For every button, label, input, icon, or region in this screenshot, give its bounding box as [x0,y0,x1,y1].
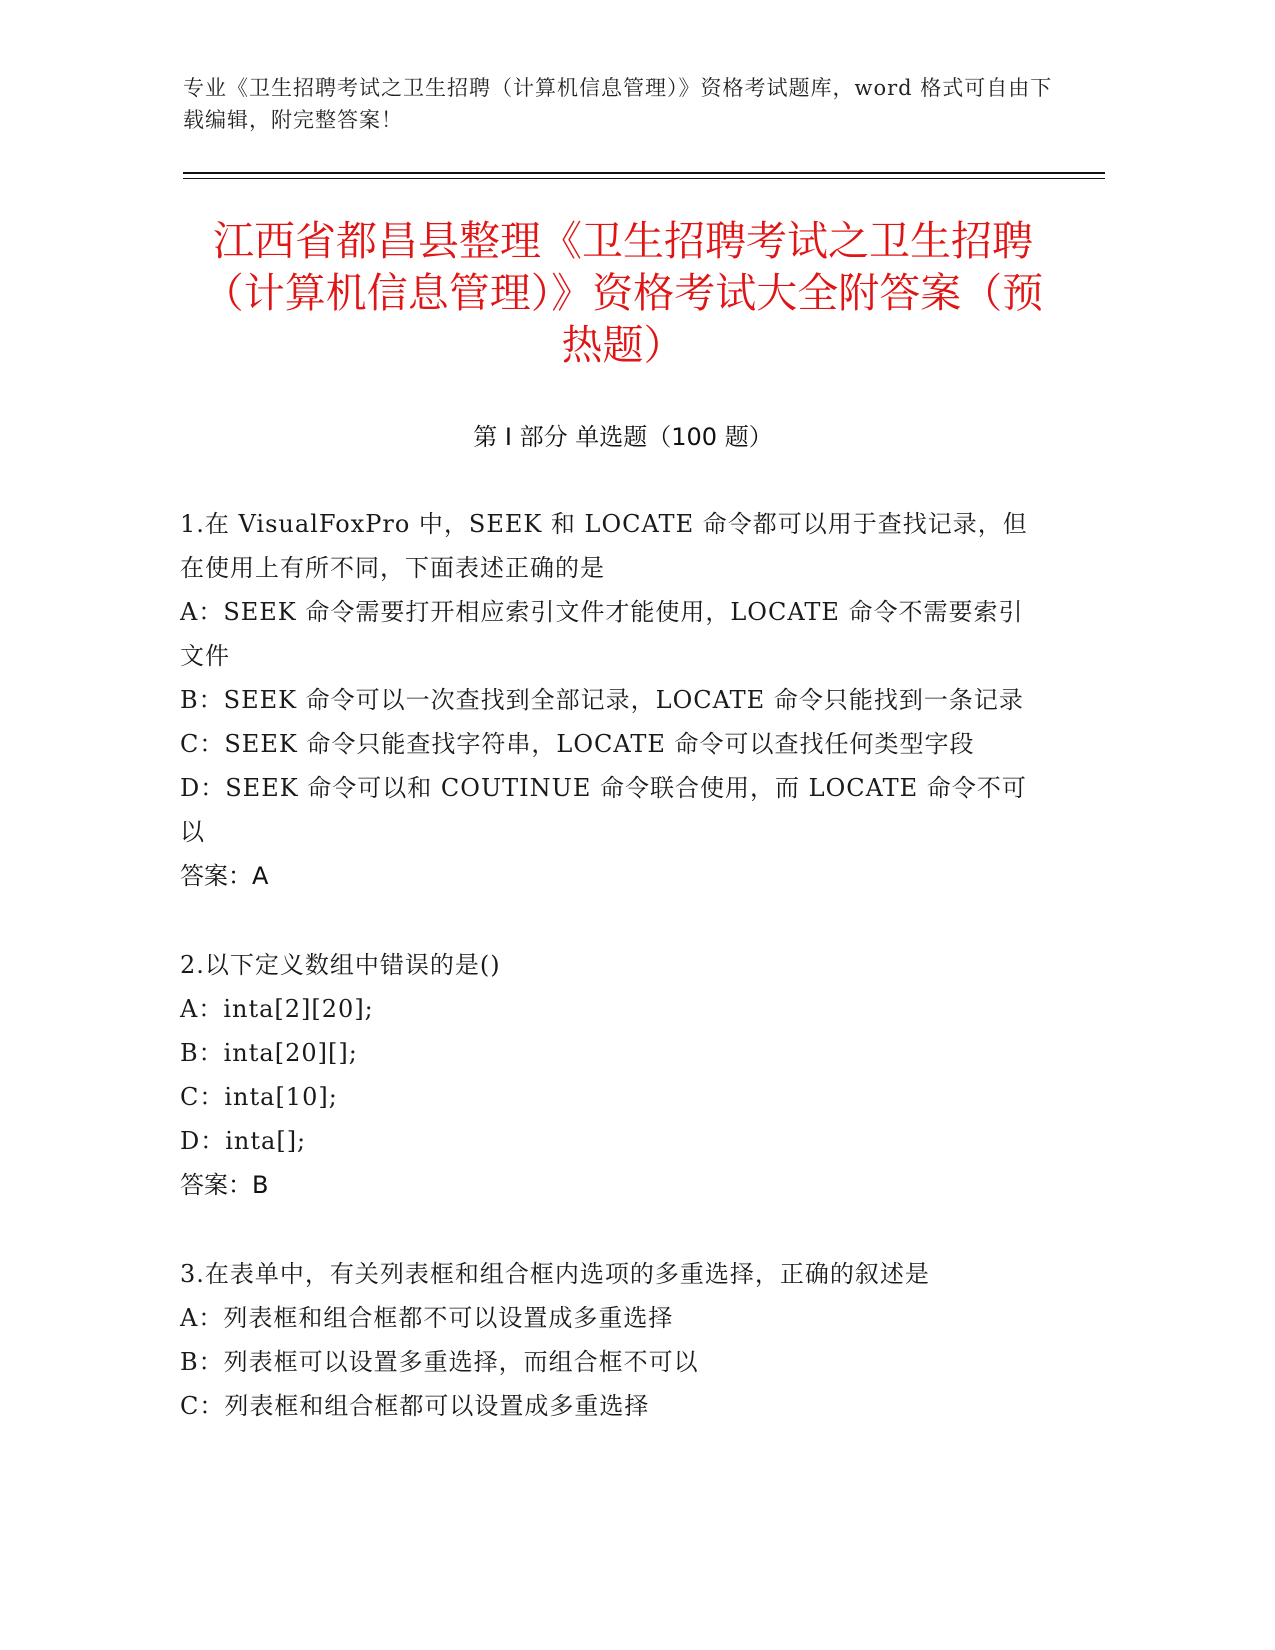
document-title: 江西省都昌县整理《卫生招聘考试之卫生招聘（计算机信息管理）》资格考试大全附答案（预热题） [202,217,1044,369]
question-stem: 2.以下定义数组中错误的是() [180,951,501,979]
option-c: C：列表框和组合框都可以设置成多重选择 [180,1392,650,1420]
header-rule-thin [183,178,1105,179]
option-c: C：inta[10]; [180,1083,338,1111]
option-d: D：SEEK 命令可以和 COUTINUE 命令联合使用，而 LOCATE 命令不可以 [180,774,1027,846]
option-d: D：inta[]; [180,1127,307,1155]
option-b: B：列表框可以设置多重选择，而组合框不可以 [180,1348,699,1376]
option-a: A：列表框和组合框都不可以设置成多重选择 [180,1304,674,1332]
header-rule-thick [183,172,1105,174]
option-c: C：SEEK 命令只能查找字符串，LOCATE 命令可以查找任何类型字段 [180,730,975,758]
question-item [180,943,1030,1207]
question-list [180,502,1030,1473]
question-item [180,502,1030,898]
header-note: 专业《卫生招聘考试之卫生招聘（计算机信息管理）》资格考试题库，word 格式可自由下载编辑，附完整答案！ [183,76,1053,132]
question-stem: 1.在 VisualFoxPro 中，SEEK 和 LOCATE 命令都可以用于查找记录，但在使用上有所不同，下面表述正确的是 [180,510,1028,582]
option-a: A：SEEK 命令需要打开相应索引文件才能使用，LOCATE 命令不需要索引文件 [180,598,1024,670]
option-a: A：inta[2][20]; [180,995,374,1023]
option-b: B：inta[20][]; [180,1039,358,1067]
answer-line: 答案：A [180,862,269,890]
question-item [180,1252,1030,1428]
question-stem: 3.在表单中，有关列表框和组合框内选项的多重选择，正确的叙述是 [180,1260,930,1288]
answer-line: 答案：B [180,1171,269,1199]
option-b: B：SEEK 命令可以一次查找到全部记录，LOCATE 命令只能找到一条记录 [180,686,1024,714]
section-heading: 第 I 部分 单选题（100 题） [473,423,773,451]
